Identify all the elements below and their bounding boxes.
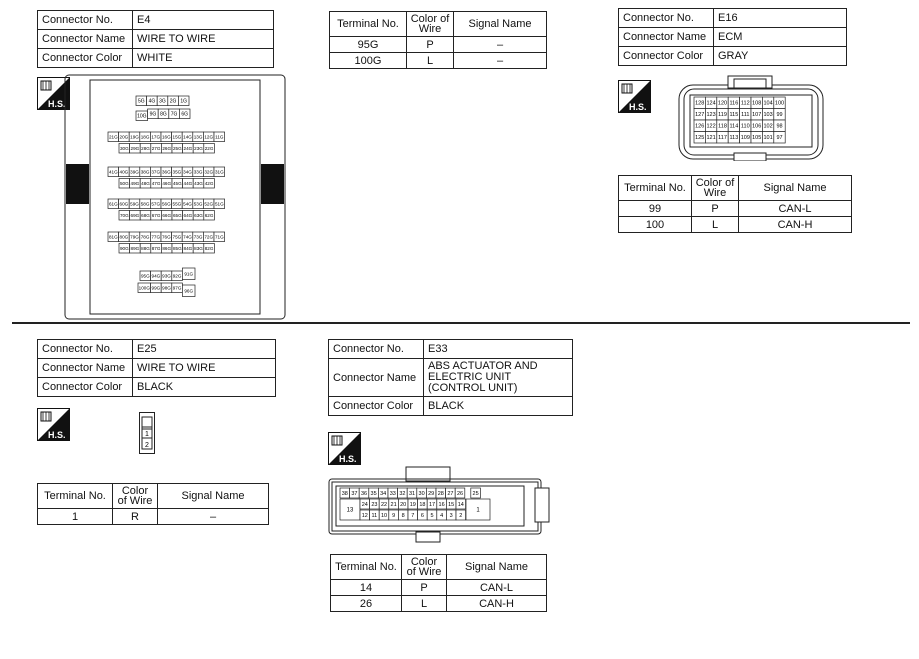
hs-label: H.S. xyxy=(339,454,357,464)
pin-label: 36 xyxy=(360,490,368,497)
pin-label: 128 xyxy=(695,100,705,107)
info-value: WIRE TO WIRE xyxy=(133,359,276,378)
e33-connector-face xyxy=(328,466,550,546)
pin-label: 9 xyxy=(392,512,396,519)
pin-label: 67G xyxy=(151,212,161,218)
pin-label: 3G xyxy=(159,98,166,105)
pin-label: 15G xyxy=(172,134,182,140)
pin-label: 89G xyxy=(130,245,140,251)
pin-label: 19 xyxy=(409,501,416,508)
pin-label: 8G xyxy=(160,111,167,118)
pin-label: 24G xyxy=(183,145,193,151)
info-row xyxy=(38,49,274,68)
pin-label: 52G xyxy=(204,201,214,207)
pin-label: 10 xyxy=(380,512,388,519)
pin-label: 34G xyxy=(183,169,192,175)
pin-label: 13G xyxy=(193,134,203,140)
pin-label: 25 xyxy=(472,490,479,497)
terminal-no-header: Terminal No. xyxy=(330,12,407,37)
pin-label: 44G xyxy=(183,180,193,186)
pin-label: 112 xyxy=(740,100,750,107)
pin-label: 15 xyxy=(448,501,455,508)
pin-label: 87G xyxy=(151,245,161,251)
hs-label: H.S. xyxy=(48,99,66,109)
pin-label: 6G xyxy=(181,111,189,118)
pin-label: 69G xyxy=(130,212,140,218)
pin-label: 97 xyxy=(776,135,783,142)
wire-color: R xyxy=(113,509,158,525)
wire-color: P xyxy=(402,580,447,596)
pin-label: 95G xyxy=(140,273,150,279)
signal-name: CAN-H xyxy=(739,217,852,233)
pin-label: 26 xyxy=(456,490,464,497)
pin-label: 83G xyxy=(194,245,203,251)
terminal-no: 100G xyxy=(330,53,407,69)
pin-label: 2 xyxy=(459,512,463,519)
info-value: E16 xyxy=(714,9,847,28)
pin-label: 106 xyxy=(752,123,762,130)
info-key: Connector Color xyxy=(329,397,424,416)
pin-label: 124 xyxy=(706,100,716,107)
pin-label: 4G xyxy=(148,98,156,105)
pin-label: 102 xyxy=(763,123,773,130)
pin-label: 98G xyxy=(162,285,171,291)
signal-name: CAN-H xyxy=(447,596,547,612)
pin-label: 58G xyxy=(140,201,150,207)
pin-label: 36G xyxy=(161,169,171,175)
terminal-row xyxy=(619,217,852,233)
pin-label: 14G xyxy=(183,134,192,140)
pin-label: 3 xyxy=(449,512,453,519)
terminal-row xyxy=(38,509,269,525)
e16-pin-grid xyxy=(694,97,785,143)
pin-label: 9G xyxy=(149,111,157,118)
pin-label: 57G xyxy=(151,201,161,207)
info-value: BLACK xyxy=(133,378,276,397)
pin-label: 97G xyxy=(172,285,182,291)
harness-side-icon xyxy=(618,80,651,113)
pin-label: 51G xyxy=(214,201,224,207)
pin-label: 49G xyxy=(130,180,140,186)
pin-label: 73G xyxy=(193,234,203,240)
pin-label: 8 xyxy=(401,512,405,519)
pin-label: 14 xyxy=(457,501,464,508)
pin-label: 33 xyxy=(389,490,396,497)
pin-label: 32G xyxy=(204,169,214,175)
terminal-row xyxy=(331,580,547,596)
pin-label: 96G xyxy=(184,288,194,294)
terminal-row xyxy=(619,201,852,217)
pin-label: 1G xyxy=(180,98,188,105)
signal-name-header: Signal Name xyxy=(739,176,852,201)
pin-label: 26G xyxy=(162,145,172,151)
pin-label: 31 xyxy=(408,490,416,497)
pin-label: 80G xyxy=(119,234,129,240)
pin-label: 31G xyxy=(214,169,224,175)
pin-label: 110 xyxy=(740,123,750,130)
terminal-no: 100 xyxy=(619,217,692,233)
pin-label: 79G xyxy=(130,234,139,240)
terminal-header-row xyxy=(38,484,269,509)
wire-color-header: Color of Wire xyxy=(692,176,739,201)
pin-label: 71G xyxy=(214,234,224,240)
terminal-row xyxy=(331,596,547,612)
pin-label: 19G xyxy=(130,134,139,140)
pin-label: 37G xyxy=(151,169,161,175)
info-row xyxy=(38,359,276,378)
terminal-header-row xyxy=(619,176,852,201)
signal-name: CAN-L xyxy=(739,201,852,217)
wire-color: L xyxy=(407,53,454,69)
info-key: Connector Name xyxy=(38,359,133,378)
e16-terminal-table xyxy=(618,175,852,233)
e25-connector-face xyxy=(139,412,155,454)
pin-label: 64G xyxy=(183,212,193,218)
pin-label: 101 xyxy=(763,135,773,142)
pin-label: 77G xyxy=(151,234,161,240)
pin-label: 1 xyxy=(476,507,480,514)
e33-connector-info-table xyxy=(328,339,573,416)
wire-color: L xyxy=(402,596,447,612)
terminal-header-row xyxy=(331,555,547,580)
pin-label: 75G xyxy=(172,234,182,240)
pin-label: 35 xyxy=(370,490,377,497)
wire-color-header: Color of Wire xyxy=(402,555,447,580)
pin-label: 18G xyxy=(140,134,150,140)
pin-label: 78G xyxy=(140,234,150,240)
pin-label: 17 xyxy=(428,501,436,508)
pin-label: 27G xyxy=(151,145,161,151)
terminal-no: 95G xyxy=(330,37,407,53)
info-key: Connector Color xyxy=(619,47,714,66)
e4-connector-face xyxy=(64,74,286,320)
pin-label: 94G xyxy=(151,273,161,279)
pin-label: 66G xyxy=(162,212,172,218)
e25-pin: 2 xyxy=(145,442,149,449)
pin-label: 38G xyxy=(140,169,150,175)
signal-name-header: Signal Name xyxy=(447,555,547,580)
pin-label: 28G xyxy=(141,145,150,151)
signal-name-header: Signal Name xyxy=(158,484,269,509)
pin-label: 92G xyxy=(172,273,182,279)
pin-label: 120 xyxy=(717,100,728,107)
pin-label: 46G xyxy=(162,180,172,186)
terminal-no-header: Terminal No. xyxy=(38,484,113,509)
info-row xyxy=(329,359,573,397)
pin-label: 53G xyxy=(193,201,203,207)
pin-label: 68G xyxy=(141,212,150,218)
terminal-no: 26 xyxy=(331,596,402,612)
pin-label: 117 xyxy=(718,135,727,142)
pin-label: 16G xyxy=(161,134,171,140)
pin-label: 12G xyxy=(204,134,214,140)
pin-label: 2G xyxy=(169,98,177,105)
pin-label: 47G xyxy=(151,180,161,186)
pin-label: 126 xyxy=(695,123,705,130)
info-key: Connector No. xyxy=(38,340,133,359)
signal-name: – xyxy=(158,509,269,525)
pin-label: 118 xyxy=(718,123,727,130)
info-value: GRAY xyxy=(714,47,847,66)
pin-label: 7 xyxy=(411,512,415,519)
pin-label: 23G xyxy=(194,145,203,151)
pin-label: 21 xyxy=(390,501,397,508)
pin-label: 22G xyxy=(204,145,214,151)
hs-label: H.S. xyxy=(48,430,66,440)
pin-label: 88G xyxy=(141,245,150,251)
e16-connector-face xyxy=(678,75,824,161)
e4-terminal-table xyxy=(329,11,547,69)
pin-label: 98 xyxy=(776,123,783,130)
pin-label: 119 xyxy=(718,112,727,119)
pin-label: 50G xyxy=(119,180,129,186)
pin-label: 74G xyxy=(183,234,192,240)
pin-label: 108 xyxy=(752,100,762,107)
pin-label: 7G xyxy=(170,111,178,118)
pin-label: 60G xyxy=(119,201,129,207)
pin-label: 33G xyxy=(193,169,203,175)
e25-terminal-table xyxy=(37,483,269,525)
pin-label: 107 xyxy=(752,112,762,119)
pin-label: 12 xyxy=(361,512,368,519)
pin-label: 20 xyxy=(400,501,407,508)
pin-label: 100G xyxy=(138,285,150,291)
pin-label: 122 xyxy=(706,123,716,130)
e33-terminal-table xyxy=(330,554,547,612)
terminal-no: 1 xyxy=(38,509,113,525)
pin-label: 21G xyxy=(108,134,118,140)
pin-label: 30G xyxy=(119,145,129,151)
info-key: Connector No. xyxy=(329,340,424,359)
pin-label: 30 xyxy=(418,490,425,497)
pin-label: 99G xyxy=(151,285,161,291)
pin-label: 6 xyxy=(420,512,424,519)
pin-label: 125 xyxy=(695,135,705,142)
pin-label: 123 xyxy=(706,112,716,119)
terminal-row xyxy=(330,53,547,69)
pin-label: 5G xyxy=(137,98,145,105)
info-row xyxy=(38,340,276,359)
pin-label: 111 xyxy=(741,112,750,119)
info-row xyxy=(38,30,274,49)
e25-pin: 1 xyxy=(145,431,149,438)
pin-label: 42G xyxy=(204,180,214,186)
pin-label: 17G xyxy=(151,134,161,140)
info-row xyxy=(38,378,276,397)
terminal-row xyxy=(330,37,547,53)
info-key: Connector Name xyxy=(38,30,133,49)
pin-label: 56G xyxy=(161,201,171,207)
pin-label: 54G xyxy=(183,201,192,207)
info-key: Connector Color xyxy=(38,378,133,397)
pin-label: 10G xyxy=(137,113,147,120)
info-key: Connector No. xyxy=(619,9,714,28)
signal-name: – xyxy=(454,53,547,69)
harness-side-icon xyxy=(328,432,361,465)
e4-connector-info-table xyxy=(37,10,274,68)
pin-label: 41G xyxy=(108,169,118,175)
e33-pin-grid xyxy=(340,488,490,520)
pin-label: 5 xyxy=(430,512,434,519)
pin-label: 43G xyxy=(194,180,203,186)
pin-label: 29G xyxy=(130,145,140,151)
pin-label: 11G xyxy=(215,134,224,140)
pin-label: 90G xyxy=(119,245,129,251)
signal-name: CAN-L xyxy=(447,580,547,596)
pin-label: 40G xyxy=(119,169,129,175)
info-value: E4 xyxy=(133,11,274,30)
pin-label: 76G xyxy=(161,234,171,240)
info-value: BLACK xyxy=(424,397,573,416)
e25-connector-info-table xyxy=(37,339,276,397)
pin-label: 70G xyxy=(119,212,129,218)
signal-name-header: Signal Name xyxy=(454,12,547,37)
pin-label: 86G xyxy=(162,245,172,251)
pin-label: 62G xyxy=(204,212,214,218)
signal-name: – xyxy=(454,37,547,53)
pin-label: 38 xyxy=(341,490,348,497)
pin-label: 39G xyxy=(130,169,139,175)
pin-label: 35G xyxy=(172,169,182,175)
info-value: WHITE xyxy=(133,49,274,68)
pin-label: 22 xyxy=(380,501,388,508)
e16-connector-info-table xyxy=(618,8,847,66)
info-row xyxy=(38,11,274,30)
pin-label: 16 xyxy=(438,501,445,508)
info-value: ABS ACTUATOR AND ELECTRIC UNIT (CONTROL UNIT) xyxy=(424,359,573,397)
info-key: Connector Color xyxy=(38,49,133,68)
hs-label: H.S. xyxy=(629,102,647,112)
terminal-header-row xyxy=(330,12,547,37)
terminal-no-header: Terminal No. xyxy=(331,555,402,580)
wire-color: L xyxy=(692,217,739,233)
pin-label: 34 xyxy=(380,490,387,497)
pin-label: 82G xyxy=(204,245,214,251)
section-divider xyxy=(12,322,910,324)
pin-label: 65G xyxy=(172,212,182,218)
pin-label: 61G xyxy=(108,201,118,207)
pin-label: 45G xyxy=(172,180,182,186)
pin-label: 100 xyxy=(774,100,785,107)
info-row xyxy=(329,397,573,416)
pin-label: 23 xyxy=(371,501,378,508)
pin-label: 37 xyxy=(351,490,358,497)
pin-label: 24 xyxy=(361,501,368,508)
pin-label: 11 xyxy=(371,512,378,519)
pin-label: 114 xyxy=(729,123,739,130)
pin-label: 32 xyxy=(399,490,406,497)
pin-label: 127 xyxy=(695,112,705,119)
pin-label: 113 xyxy=(729,135,739,142)
pin-label: 63G xyxy=(194,212,203,218)
pin-label: 29 xyxy=(428,490,435,497)
pin-label: 116 xyxy=(729,100,739,107)
wire-color-header: Color of Wire xyxy=(407,12,454,37)
pin-label: 4 xyxy=(440,512,444,519)
info-row xyxy=(619,47,847,66)
info-row xyxy=(619,9,847,28)
pin-label: 55G xyxy=(172,201,182,207)
info-key: Connector Name xyxy=(619,28,714,47)
info-key: Connector Name xyxy=(329,359,424,397)
pin-label: 13 xyxy=(346,507,354,514)
info-row xyxy=(329,340,573,359)
harness-side-icon xyxy=(37,408,70,441)
info-value: ECM xyxy=(714,28,847,47)
terminal-no: 14 xyxy=(331,580,402,596)
info-key: Connector No. xyxy=(38,11,133,30)
pin-label: 81G xyxy=(108,234,118,240)
pin-label: 48G xyxy=(141,180,150,186)
wire-color: P xyxy=(407,37,454,53)
pin-label: 109 xyxy=(740,135,750,142)
terminal-no-header: Terminal No. xyxy=(619,176,692,201)
pin-label: 72G xyxy=(204,234,214,240)
pin-label: 105 xyxy=(752,135,762,142)
info-value: WIRE TO WIRE xyxy=(133,30,274,49)
pin-label: 28 xyxy=(437,490,444,497)
pin-label: 99 xyxy=(776,112,783,119)
pin-label: 20G xyxy=(119,134,129,140)
pin-label: 121 xyxy=(706,135,716,142)
e4-pin-grid xyxy=(108,96,225,297)
wire-color: P xyxy=(692,201,739,217)
wire-color-header: Color of Wire xyxy=(113,484,158,509)
pin-label: 59G xyxy=(130,201,139,207)
pin-label: 84G xyxy=(183,245,193,251)
pin-label: 93G xyxy=(162,273,171,279)
terminal-no: 99 xyxy=(619,201,692,217)
pin-label: 103 xyxy=(763,112,773,119)
pin-label: 104 xyxy=(763,100,773,107)
pin-label: 91G xyxy=(184,271,194,277)
info-value: E25 xyxy=(133,340,276,359)
pin-label: 85G xyxy=(172,245,182,251)
pin-label: 27 xyxy=(447,490,454,497)
pin-label: 18 xyxy=(419,501,426,508)
pin-label: 115 xyxy=(729,112,739,119)
info-row xyxy=(619,28,847,47)
info-value: E33 xyxy=(424,340,573,359)
pin-label: 25G xyxy=(172,145,182,151)
